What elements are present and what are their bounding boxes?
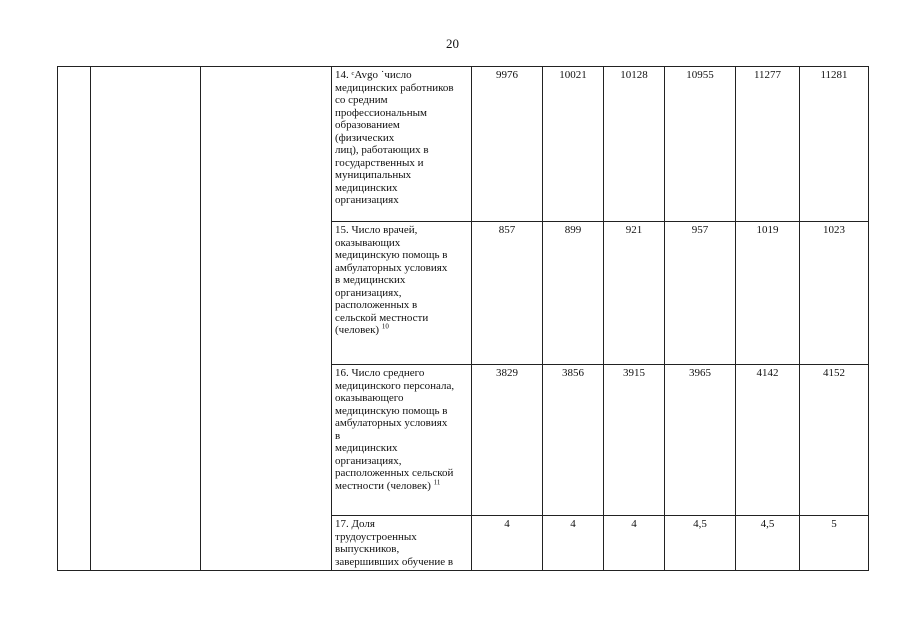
value-cell: 4,5: [736, 516, 800, 571]
value-cell: 3965: [665, 365, 736, 516]
value-cell: 4152: [800, 365, 869, 516]
value-cell: 3915: [604, 365, 665, 516]
value-cell: 921: [604, 222, 665, 365]
value-cell: 4: [472, 516, 543, 571]
indicators-table: [57, 66, 869, 571]
value-cell: 9976: [472, 67, 543, 222]
table-row: [58, 67, 869, 222]
value-cell: 1023: [800, 222, 869, 365]
value-cell: 10128: [604, 67, 665, 222]
value-cell: 11277: [736, 67, 800, 222]
value-cell: 5: [800, 516, 869, 571]
value-cell: 4: [543, 516, 604, 571]
value-cell: 4: [604, 516, 665, 571]
value-cell: 1019: [736, 222, 800, 365]
value-cell: 857: [472, 222, 543, 365]
empty-cell-col1: [58, 67, 91, 571]
value-cell: 3856: [543, 365, 604, 516]
value-cell: 4142: [736, 365, 800, 516]
value-cell: 4,5: [665, 516, 736, 571]
value-cell: 11281: [800, 67, 869, 222]
value-cell: 10955: [665, 67, 736, 222]
indicator-cell: 16. Число среднего медицинского персонала, оказывающего медицинскую помощь в амбулаторных условиях в медицинских организациях, расположенных сельской местности (человек) $^{11}$: [332, 365, 472, 516]
value-cell: 10021: [543, 67, 604, 222]
page-number: 20: [446, 36, 459, 51]
footnote-ref: 10: [381, 322, 389, 331]
indicator-cell: 15. Число врачей, оказывающих медицинскую помощь в амбулаторных условиях в медицинских организациях, расположенных в сельской местности (человек) $^{10}$: [332, 222, 472, 365]
empty-cell-col2: [91, 67, 201, 571]
indicator-cell: 17. Доля трудоустроенных выпускников, завершивших обучение в: [332, 516, 472, 571]
value-cell: 3829: [472, 365, 543, 516]
value-cell: 899: [543, 222, 604, 365]
footnote-ref: 11: [433, 477, 441, 486]
indicator-cell: 14. ᶜAvgo ˙число медицинских работников со средним профессиональным образованием (физических лиц), работающих в государственных и муниципальных медицинских организациях: [332, 67, 472, 222]
empty-cell-col3: [201, 67, 332, 571]
value-cell: 957: [665, 222, 736, 365]
